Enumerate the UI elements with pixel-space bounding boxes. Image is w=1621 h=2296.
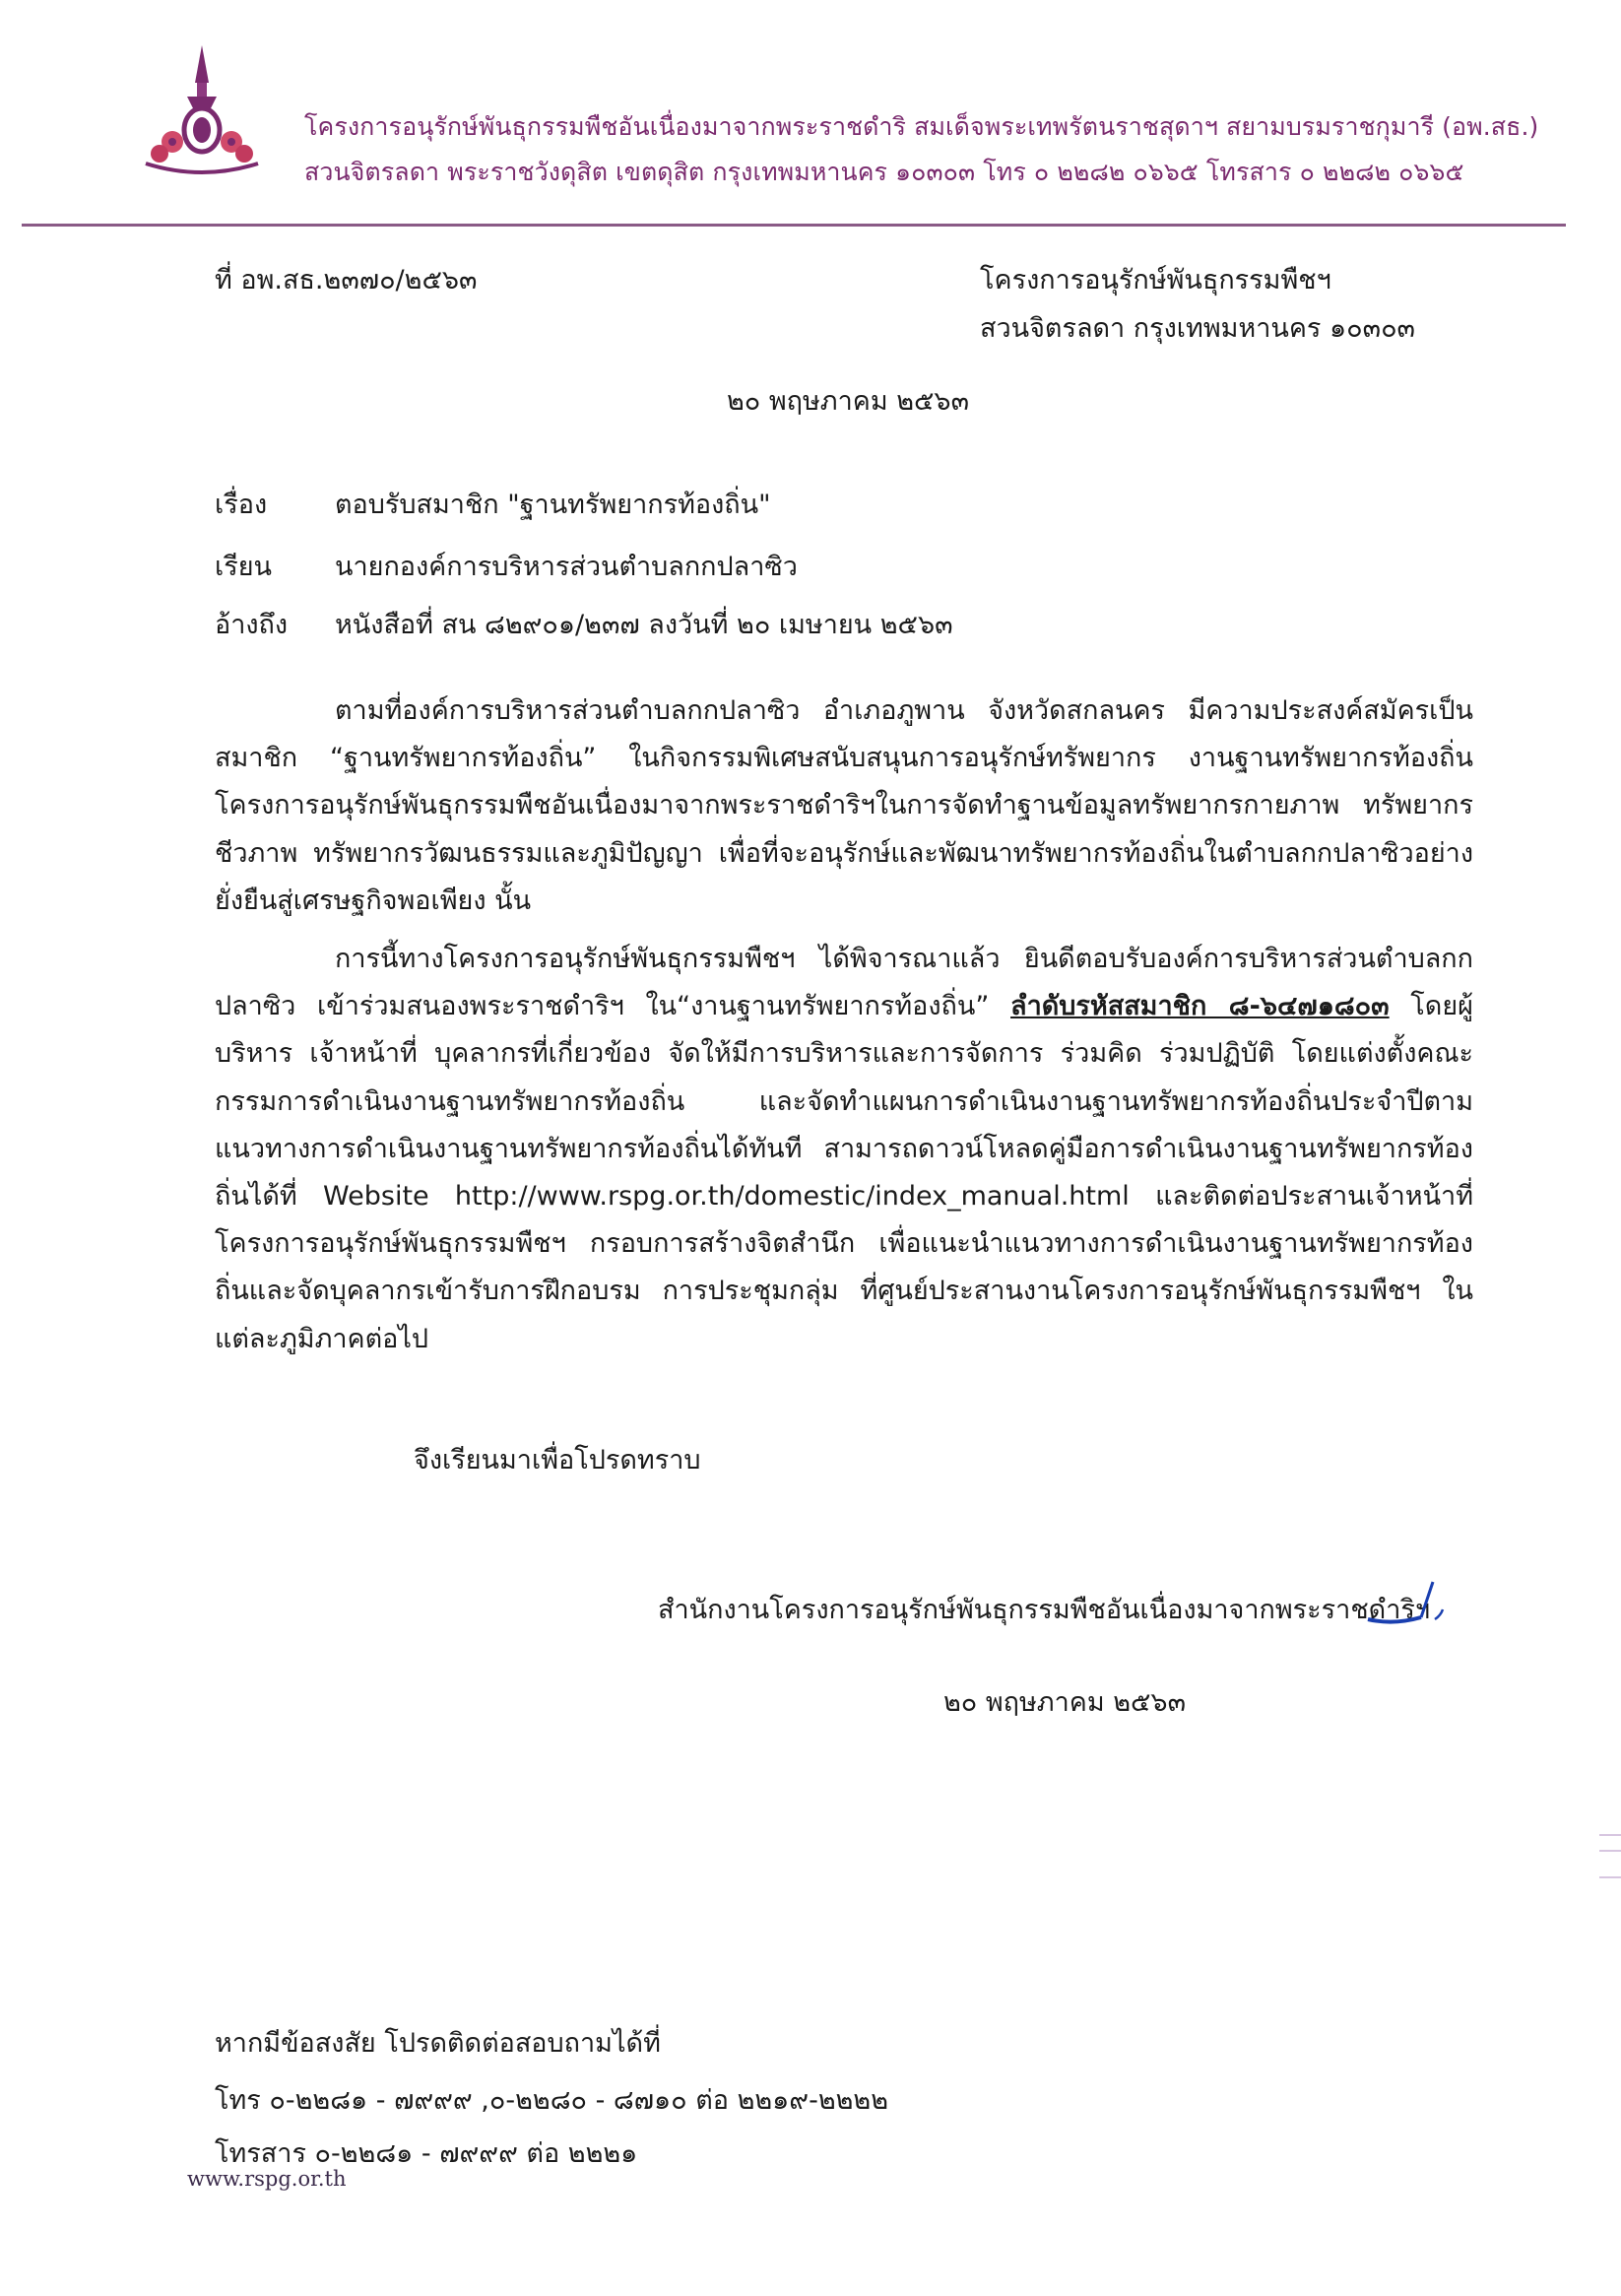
recipient: นายกองค์การบริหารส่วนตำบลกกปลาซิว <box>335 552 798 582</box>
header-org-line: โครงการอนุรักษ์พันธุกรรมพืชอันเนื่องมาจากพระราชดำริ สมเด็จพระเทพรัตนราชสุดาฯ สยามบรมราชกุมารี (อพ.สธ.) <box>304 112 1539 141</box>
reference-number: ที่ อพ.สธ.๒๓๗๐/๒๕๖๓ <box>215 265 478 295</box>
to-label: เรียน <box>215 552 273 582</box>
subject: ตอบรับสมาชิก "ฐานทรัพยากรท้องถิ่น" <box>335 490 771 520</box>
signatory: สำนักงานโครงการอนุรักษ์พันธุกรรมพืชอันเนื่องมาจากพระราชดำริฯ <box>658 1595 1431 1625</box>
scan-edge-mark <box>1599 1850 1621 1852</box>
reference-letter: หนังสือที่ สน ๘๒๙๐๑/๒๓๗ ลงวันที่ ๒๐ เมษายน ๒๕๖๓ <box>335 610 953 640</box>
member-code: ลำดับรหัสสมาชิก ๘-๖๔๗๑๘๐๓ <box>1010 991 1390 1022</box>
header-divider <box>22 224 1566 227</box>
letter-date: ๒๐ พฤษภาคม ๒๕๖๓ <box>727 386 970 417</box>
contact-fax: โทรสาร ๐-๒๒๘๑ - ๗๙๙๙ ต่อ ๒๒๒๑ <box>215 2138 638 2169</box>
signature-icon <box>1364 1576 1453 1639</box>
header-address-line: สวนจิตรลดา พระราชวังดุสิต เขตดุสิต กรุงเทพมหานคร ๑๐๓๐๓ โทร ๐ ๒๒๘๒ ๐๖๖๕ โทรสาร ๐ ๒๒๘๒ ๐๖๖๕ <box>304 158 1464 186</box>
sender-name: โครงการอนุรักษ์พันธุกรรมพืชฯ <box>980 265 1331 295</box>
contact-intro: หากมีข้อสงสัย โปรดติดต่อสอบถามได้ที่ <box>215 2028 661 2059</box>
sender-address: สวนจิตรลดา กรุงเทพมหานคร ๑๐๓๐๓ <box>980 313 1416 344</box>
closing-line: จึงเรียนมาเพื่อโปรดทราบ <box>414 1445 701 1476</box>
scan-edge-mark <box>1599 1876 1621 1878</box>
body-paragraph-2: การนี้ทางโครงการอนุรักษ์พันธุกรรมพืชฯ ได้พิจารณาแล้ว ยินดีตอบรับองค์การบริหารส่วนตำบลกกปลาซิว เข้าร่วมสนองพระราชดำริฯ ใน“งานฐานทรัพยากรท้องถิ่น” ลำดับรหัสสมาชิก ๘-๖๔๗๑๘๐๓ โดยผู้บริหาร เจ้าหน้าที่ บุคลากรที่เกี่ยวข้อง จัดให้มีการบริหารและการจัดการ ร่วมคิด ร่วมปฏิบัติ โดยแต่งตั้งคณะกรรมการดำเนินงานฐานทรัพยากรท้องถิ่น และจัดทำแผนการดำเนินงานฐานทรัพยากรท้องถิ่นประจำปีตามแนวทางการดำเนินงานฐานทรัพยากรท้องถิ่นได้ทันที สามารถดาวน์โหลดคู่มือการดำเนินงานฐานทรัพยากรท้องถิ่นได้ที่ Website http://www.rspg.or.th/domestic/index_manual.html และติดต่อประสานเจ้าหน้าที่โครงการอนุรักษ์พันธุกรรมพืชฯ กรอบการสร้างจิตสำนึก เพื่อแนะนำแนวทางการดำเนินงานฐานทรัพยากรท้องถิ่นและจัดบุคลากรเข้ารับการฝึกอบรม การประชุมกลุ่ม ที่ศูนย์ประสานงานโครงการอนุรักษ์พันธุกรรมพืชฯ ในแต่ละภูมิภาคต่อไป <box>215 944 1473 1354</box>
footer-website: www.rspg.or.th <box>187 2167 347 2191</box>
contact-phone: โทร ๐-๒๒๘๑ - ๗๙๙๙ ,๐-๒๒๘๐ - ๘๗๑๐ ต่อ ๒๒๑๙-๒๒๒๒ <box>215 2085 889 2116</box>
signature-date: ๒๐ พฤษภาคม ๒๕๖๓ <box>943 1687 1187 1718</box>
ref-label: อ้างถึง <box>215 610 289 640</box>
subject-label: เรื่อง <box>215 490 268 520</box>
body-paragraph-1: ตามที่องค์การบริหารส่วนตำบลกกปลาซิว อำเภอภูพาน จังหวัดสกลนคร มีความประสงค์สมัครเป็นสมาชิก “ฐานทรัพยากรท้องถิ่น” ในกิจกรรมพิเศษสนับสนุนการอนุรักษ์ทรัพยากร งานฐานทรัพยากรท้องถิ่น โครงการอนุรักษ์พันธุกรรมพืชอันเนื่องมาจากพระราชดำริฯในการจัดทำฐานข้อมูลทรัพยากรกายภาพ ทรัพยากรชีวภาพ ทรัพยากรวัฒนธรรมและภูมิปัญญา เพื่อที่จะอนุรักษ์และพัฒนาทรัพยากรท้องถิ่นในตำบลกกปลาซิวอย่างยั่งยืนสู่เศรษฐกิจพอเพียง นั้น <box>215 695 1473 916</box>
scan-edge-mark <box>1599 1834 1621 1836</box>
royal-emblem-icon <box>138 43 266 181</box>
logo <box>138 43 266 181</box>
